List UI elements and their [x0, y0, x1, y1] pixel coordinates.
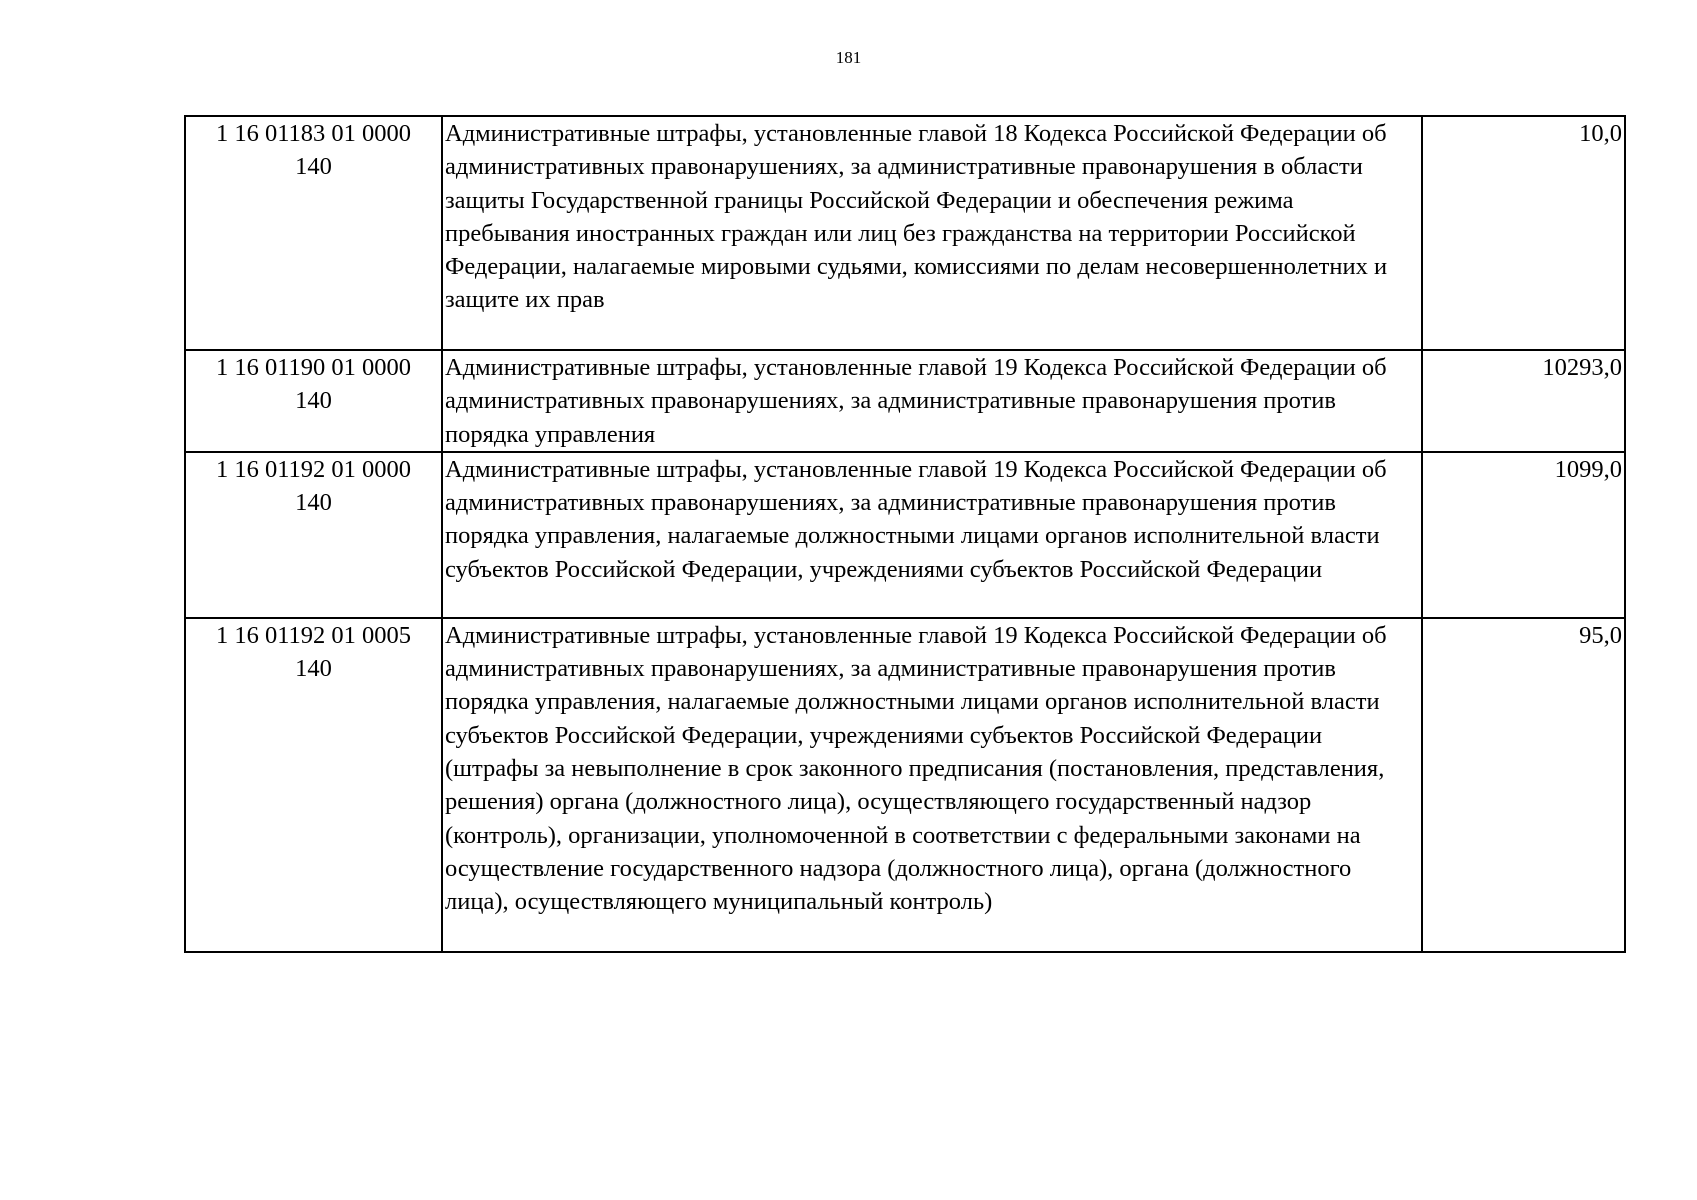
- classification-code: 1 16 01192 01 0000 140: [185, 452, 442, 618]
- table-row: [185, 618, 1625, 952]
- revenue-description: Административные штрафы, установленные главой 19 Кодекса Российской Федерации об административных правонарушениях, за административные правонарушения против порядка управления: [442, 350, 1422, 452]
- amount-value: 10293,0: [1422, 350, 1625, 452]
- classification-code: 1 16 01192 01 0005 140: [185, 618, 442, 952]
- amount-value: 10,0: [1422, 116, 1625, 350]
- amount-value: 95,0: [1422, 618, 1625, 952]
- budget-table: [184, 115, 1626, 953]
- classification-code: 1 16 01190 01 0000 140: [185, 350, 442, 452]
- classification-code: 1 16 01183 01 0000 140: [185, 116, 442, 350]
- page-number: 181: [835, 48, 862, 67]
- revenue-description: Административные штрафы, установленные главой 19 Кодекса Российской Федерации об административных правонарушениях, за административные правонарушения против порядка управления, налагаемые должностными лицами органов исполнительной власти субъектов Российской Федерации, учреждениями субъектов Российской Федерации: [442, 452, 1422, 618]
- revenue-description: Административные штрафы, установленные главой 19 Кодекса Российской Федерации об административных правонарушениях, за административные правонарушения против порядка управления, налагаемые должностными лицами органов исполнительной власти субъектов Российской Федерации, учреждениями субъектов Российской Федерации (штрафы за невыполнение в срок законного предписания (постановления, представления, решения) органа (должностного лица), осуществляющего государственный надзор (контроль), организации, уполномоченной в соответствии с федеральными законами на осуществление государственного надзора (должностного лица), органа (должностного лица), осуществляющего муниципальный контроль): [442, 618, 1422, 952]
- revenue-description: Административные штрафы, установленные главой 18 Кодекса Российской Федерации об административных правонарушениях, за административные правонарушения в области защиты Государственной границы Российской Федерации и обеспечения режима пребывания иностранных граждан или лиц без гражданства на территории Российской Федерации, налагаемые мировыми судьями, комиссиями по делам несовершеннолетних и защите их прав: [442, 116, 1422, 350]
- amount-value: 1099,0: [1422, 452, 1625, 618]
- table-row: [185, 350, 1625, 452]
- table-row: [185, 452, 1625, 618]
- table-row: [185, 116, 1625, 350]
